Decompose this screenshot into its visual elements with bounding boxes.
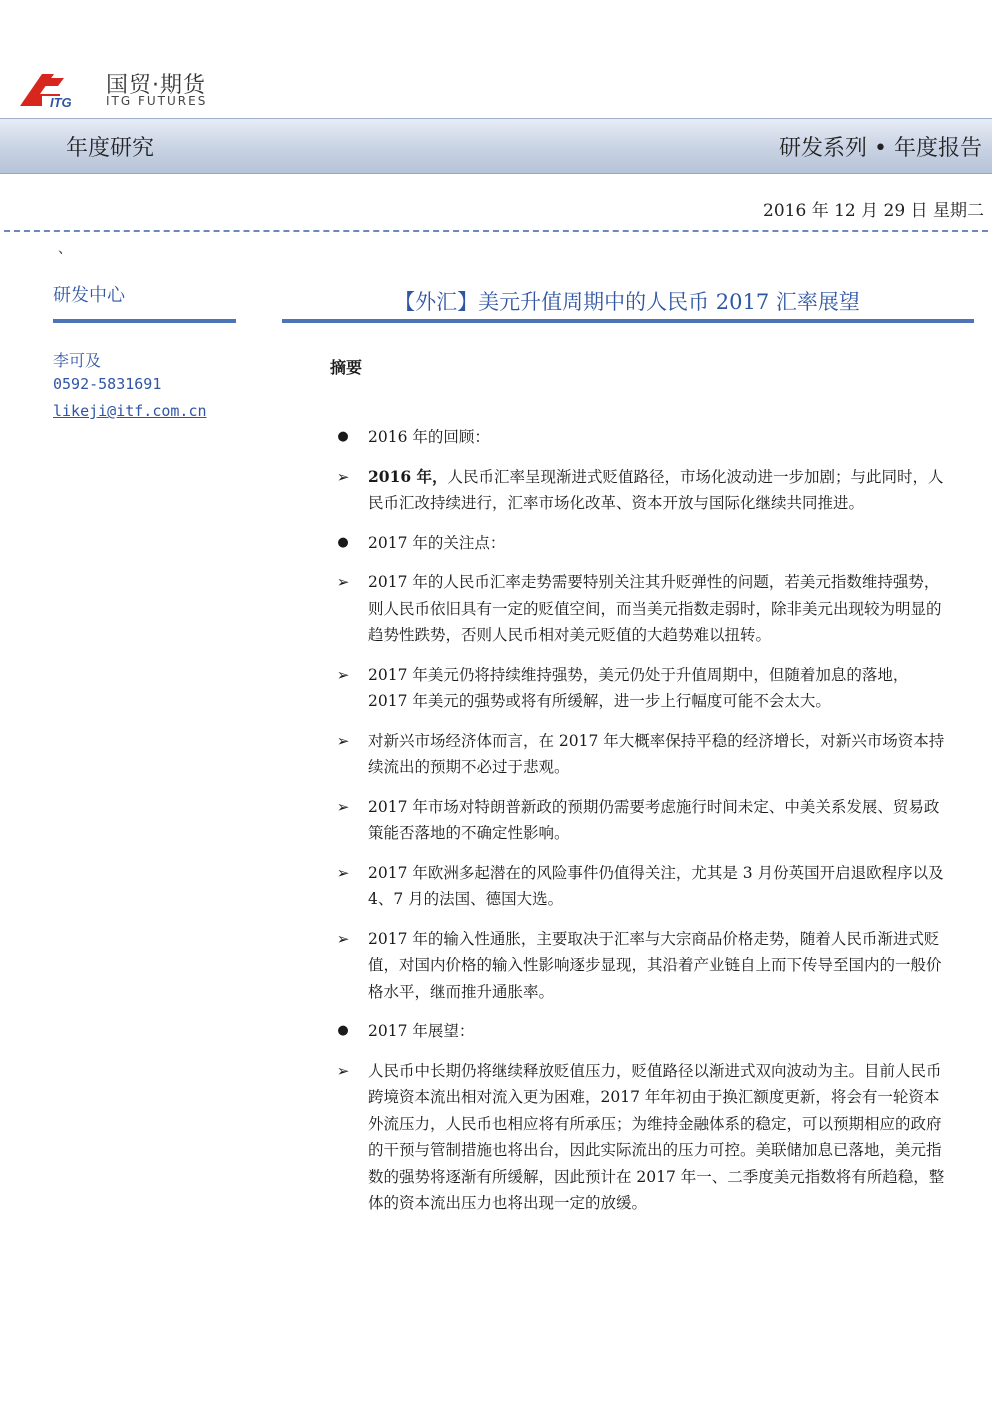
- banner-category: 年度研究: [66, 136, 155, 161]
- arrow-bullet-icon: ➢: [336, 467, 350, 486]
- stray-mark: 、: [58, 241, 72, 257]
- list-item-text: 2017 年市场对特朗普新政的预期仍需要考虑施行时间未定、中美关系发展、贸易政策能否落地的不确定性影响。: [368, 797, 940, 842]
- list-item: [330, 728, 945, 781]
- list-item-text: 对新兴市场经济体而言，在 2017 年大概率保持平稳的经济增长，对新兴市场资本持续流出的预期不必过于悲观。: [368, 731, 945, 776]
- arrow-bullet-icon: ➢: [336, 665, 350, 684]
- list-item-text: 2017 年的人民币汇率走势需要特别关注其升贬弹性的问题，若美元指数维持强势，则人民币依旧具有一定的贬值空间，而当美元指数走弱时，除非美元出现较为明显的趋势性跌势，否则人民币相对美元贬值的大趋势难以扭转。: [368, 573, 942, 644]
- list-item-text: 2017 年的输入性通胀，主要取决于汇率与大宗商品价格走势，随着人民币渐进式贬值，对国内价格的输入性影响逐步显现，其沿着产业链自上而下传导至国内的一般价格水平，继而推升通胀率。: [368, 929, 942, 1001]
- abstract-list: [330, 424, 945, 1217]
- list-item: [330, 794, 945, 847]
- list-item-text: 2017 年美元仍将持续维持强势，美元仍处于升值周期中，但随着加息的落地，2017 年美元的强势或将有所缓解，进一步上行幅度可能不会太大。: [368, 665, 909, 710]
- banner-series: 研发系列 • 年度报告: [779, 136, 982, 161]
- list-item: [330, 662, 945, 715]
- bullet-icon: ●: [337, 1023, 349, 1038]
- list-item: [330, 464, 945, 517]
- list-item: [330, 1058, 945, 1217]
- list-item: [330, 530, 945, 557]
- department-name: 研发中心: [53, 285, 125, 306]
- arrow-bullet-icon: ➢: [336, 797, 350, 816]
- sidebar-divider: [53, 319, 236, 323]
- list-item-lead: 2016 年，: [368, 466, 448, 486]
- title-divider: [282, 319, 974, 323]
- arrow-bullet-icon: ➢: [336, 1061, 350, 1080]
- bullet-icon: ●: [337, 429, 349, 444]
- list-item: [330, 1018, 945, 1045]
- report-title: 【外汇】美元升值周期中的人民币 2017 汇率展望: [394, 290, 860, 314]
- list-item-text: 2017 年展望：: [368, 1022, 475, 1040]
- list-item-text: 2017 年的关注点：: [368, 533, 506, 552]
- author-phone: 0592-5831691: [53, 375, 162, 393]
- arrow-bullet-icon: ➢: [336, 731, 350, 750]
- list-item-text: 2017 年欧洲多起潜在的风险事件仍值得关注，尤其是 3 月份英国开启退欧程序以及 4、7 月的法国、德国大选。: [368, 863, 944, 908]
- logo-english-name: ITG FUTURES: [106, 94, 208, 108]
- list-item: [330, 926, 945, 1006]
- company-logo: [20, 66, 220, 110]
- report-date: 2016 年 12 月 29 日 星期二: [763, 201, 984, 221]
- list-item: [330, 860, 945, 913]
- header-banner: [0, 118, 992, 174]
- list-item: [330, 424, 945, 451]
- list-item: [330, 569, 945, 649]
- list-item-text: 2016 年的回顾：: [368, 428, 490, 446]
- arrow-bullet-icon: ➢: [336, 929, 350, 948]
- author-name: 李可及: [53, 351, 102, 370]
- arrow-bullet-icon: ➢: [336, 863, 350, 882]
- arrow-bullet-icon: ➢: [336, 573, 350, 591]
- list-item-text: 人民币汇率呈现渐进式贬值路径，市场化波动进一步加剧；与此同时，人民币汇改持续进行，汇率市场化改革、资本开放与国际化继续共同推进。: [368, 467, 944, 512]
- abstract-heading: 摘要: [330, 358, 363, 377]
- dashed-divider: [4, 230, 988, 232]
- bullet-icon: ●: [337, 534, 349, 550]
- list-item-text: 人民币中长期仍将继续释放贬值压力，贬值路径以渐进式双向波动为主。目前人民币跨境资本流出相对流入更为困难，2017 年年初由于换汇额度更新，将会有一轮资本外流压力，人民币也相应将有所承压；为维持金融体系的稳定，可以预期相应的政府的干预与管制措施也将出台，因此实际流出的压力可控。美联储加息已落地，美元指数的强势将逐渐有所缓解，因此预计在 2017 年一、二季度美元指数将有所趋稳，整体的资本流出压力也将出现一定的放缓。: [368, 1061, 945, 1212]
- logo-mark-text: ITG: [50, 95, 72, 110]
- author-email-link[interactable]: likeji@itf.com.cn: [53, 402, 207, 420]
- logo-chinese-name: 国贸·期货: [106, 73, 206, 98]
- itg-logo-icon: [20, 68, 96, 110]
